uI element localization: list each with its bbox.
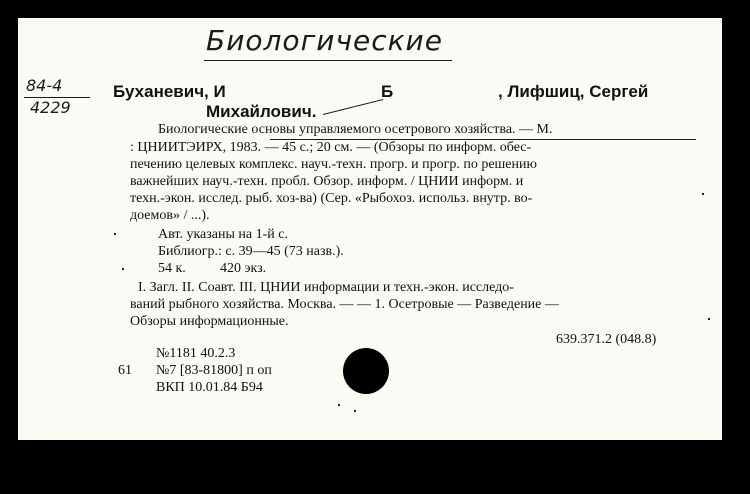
- description-line-5: техн.-экон. исслед. рыб. хоз-ва) (Сер. «Рыбохоз. использ. внутр. во-: [130, 191, 533, 206]
- scan-speck: [122, 268, 124, 270]
- record-prefix: 61: [118, 363, 132, 378]
- handwritten-subject-underline: [204, 60, 452, 61]
- handwritten-call-number-top: 84-4: [26, 76, 63, 95]
- record-vkp: ВКП 10.01.84 Б94: [156, 380, 263, 395]
- scan-speck: [338, 404, 340, 406]
- record-number: №1181 40.2.3: [156, 346, 236, 361]
- handwritten-call-number-bottom: 4229: [30, 98, 71, 117]
- description-line-1: Биологические основы управляемого осетрового хозяйства. — М.: [158, 122, 553, 137]
- udc-classification: 639.371.2 (048.8): [556, 332, 657, 347]
- author-1-patronymic-initial: Б: [381, 82, 394, 101]
- description-line-4: важнейших науч.-техн. пробл. Обзор. информ. / ЦНИИ информ. и: [130, 174, 524, 189]
- description-line-6: доемов» / ...).: [130, 208, 210, 223]
- description-line-2: : ЦНИИТЭИРХ, 1983. — 45 с.; 20 см. — (Обзоры по информ. обес-: [130, 140, 532, 155]
- catalog-card: [18, 18, 722, 440]
- note-authors: Авт. указаны на 1-й с.: [158, 227, 288, 242]
- ink-blot: [343, 348, 389, 394]
- handwritten-stroke-heading: [323, 99, 383, 115]
- tracings-line-2: ваний рыбного хозяйства. Москва. — — 1. Осетровые — Разведение —: [130, 297, 559, 312]
- note-print-run: 420 экз.: [220, 261, 267, 276]
- scan-speck: [708, 318, 710, 320]
- tracings-line-3: Обзоры информационные.: [130, 314, 289, 329]
- record-order: №7 [83-81800] п оп: [156, 363, 272, 378]
- tracings-line-1: I. Загл. II. Соавт. III. ЦНИИ информации и техн.-экон. исследо-: [138, 280, 514, 295]
- scan-speck: [354, 410, 356, 412]
- scan-speck: [114, 233, 116, 235]
- scan-speck: [702, 193, 704, 195]
- description-line-3: печению целевых комплекс. науч.-техн. прогр. и прогр. по решению: [130, 157, 537, 172]
- note-copies-count: 54 к.: [158, 261, 186, 276]
- handwritten-subject: Биологические: [206, 24, 443, 57]
- author-1: Буханевич, И: [113, 82, 226, 101]
- author-2-patronymic: Михайлович.: [206, 102, 317, 121]
- author-2: , Лифшиц, Сергей: [498, 82, 649, 101]
- note-bibliography: Библиогр.: с. 39—45 (73 назв.).: [158, 244, 344, 259]
